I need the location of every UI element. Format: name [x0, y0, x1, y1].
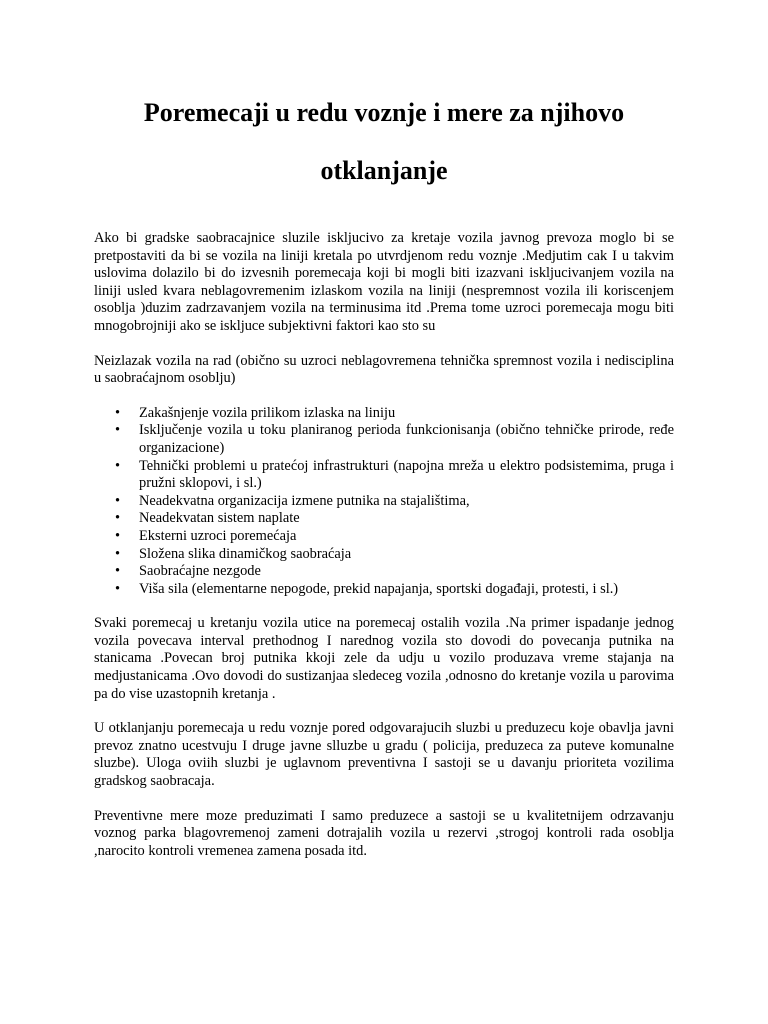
- prevention-paragraph: Preventivne mere moze preduzimati I samo preduzece a sastoji se u kvalitetnijem odrzavanju voznog parka blagovremenoj zameni dotrajalih vozila u rezervi ,strogoj kontroli rada osoblja ,narocito kontroli vremenea zamena posada itd.: [94, 807, 674, 859]
- services-paragraph: U otklanjanju poremecaja u redu voznje pored odgovarajucih sluzbi u preduzecu koje obavlja javni prevoz znatno ucestvuju I druge javne slluzbe u gradu ( policija, preduzeca za puteve komunalne sluzbe). Uloga oviih sluzbi je uglavnom preventivna I sastoji se u davanju prioriteta vozilima gradskog saobracaja.: [94, 720, 674, 790]
- list-item: [94, 528, 674, 546]
- bullet-icon: •: [115, 545, 121, 562]
- effects-paragraph: Svaki poremecaj u kretanju vozila utice na poremecaj ostalih vozila .Na primer ispadanje jednog vozila povecava interval prethodnog I narednog vozila sto dovodi do povecanja putnika na stanicama .Povecan broj putnika kkoji zele da udju u vozilo produzava vreme stajanja na medjustanicama .Ovo dovodi do sustizanjaa sledeceg vozila ,odnosno do kretanje vozila u parovima pa do vise uzastopnih kretanja .: [94, 615, 674, 702]
- bullet-icon: •: [115, 422, 121, 439]
- list-item-text: Tehnički problemi u pratećoj infrastrukturi (napojna mreža u elektro podsistemima, pruga i pružni sklopovi, i sl.): [139, 457, 674, 492]
- list-item-text: Eksterni uzroci poremećaja: [139, 527, 297, 544]
- bullet-icon: •: [115, 457, 121, 474]
- bullet-icon: •: [115, 527, 121, 544]
- bullet-icon: •: [115, 404, 121, 421]
- bullet-icon: •: [115, 563, 121, 580]
- list-item-text: Saobraćajne nezgode: [139, 563, 261, 580]
- list-item: [94, 493, 674, 511]
- list-item: [94, 563, 674, 581]
- list-item-text: Zakašnjenje vozila prilikom izlaska na liniju: [139, 404, 396, 421]
- list-item: [94, 546, 674, 564]
- list-item: [94, 405, 674, 423]
- list-item-text: Isključenje vozila u toku planiranog perioda funkcionisanja (obično tehničke prirode, ređe organizacione): [139, 422, 674, 456]
- list-item-text: Viša sila (elementarne nepogode, prekid napajanja, sportski događaji, protesti, i sl.): [139, 580, 619, 597]
- bullet-icon: •: [115, 492, 121, 509]
- list-item-text: Složena slika dinamičkog saobraćaja: [139, 545, 352, 562]
- list-item-text: Neadekvatan sistem naplate: [139, 510, 300, 527]
- intro-paragraph: Ako bi gradske saobracajnice sluzile iskljucivo za kretaje vozila javnog prevoza moglo bi se pretpostaviti da bi se vozila na liniji kretala po utvrdjenom redu voznje .Medjutim cak I u takvim uslovima dolazilo bi do izvesnih poremecaja koji bi mogli biti izazvani iskljucivanjem vozila na liniji usled kvara neblagovremenim izlaskom vozila na liniji (nespremnost vozila ili koriscenjem osoblja )duzim zadrzavanjem vozila na terminusima itd .Prema tome uzroci poremecaja mogu biti mnogobrojniji ako se iskljuce subjektivni faktori kao sto su: [94, 230, 674, 334]
- bullet-icon: •: [115, 510, 121, 527]
- list-intro-paragraph: Neizlazak vozila na rad (obično su uzroci neblagovremena tehnička spremnost vozila i nedisciplina u saobraćajnom osoblju): [94, 352, 674, 387]
- list-item: [94, 422, 674, 457]
- list-item: [94, 458, 674, 493]
- bullet-icon: •: [115, 580, 121, 597]
- list-item: [94, 581, 674, 599]
- list-item-text: Neadekvatna organizacija izmene putnika na stajalištima,: [139, 492, 470, 509]
- page-title: Poremecaji u redu voznje i mere za njihovo otklanjanje: [143, 98, 625, 185]
- causes-list: [94, 405, 674, 599]
- document-body: [94, 230, 674, 860]
- list-item: [94, 510, 674, 528]
